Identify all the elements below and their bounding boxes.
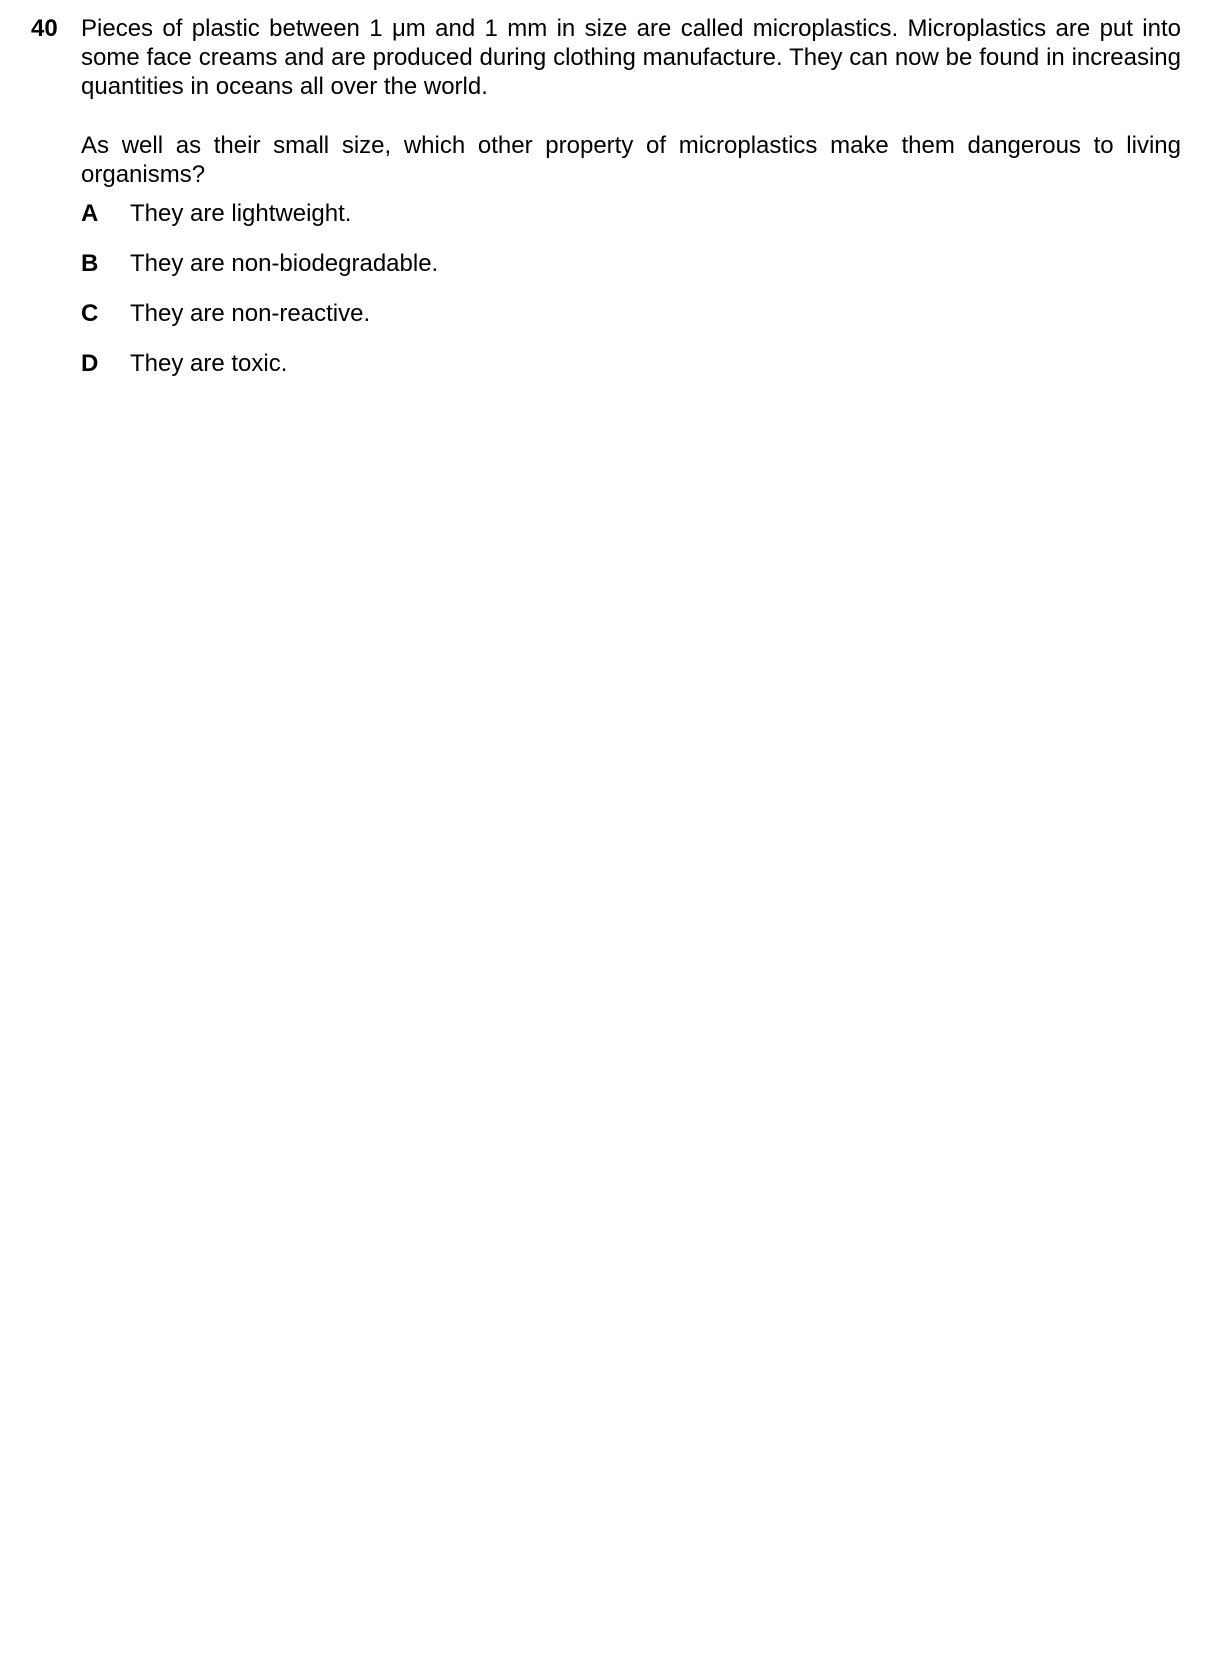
option-text: They are non-biodegradable. [130, 250, 439, 277]
option-letter: A [81, 200, 99, 227]
question-body [81, 14, 1181, 399]
option-text: They are non-reactive. [130, 300, 371, 327]
question-number: 40 [31, 15, 58, 42]
answer-option-a [81, 199, 1181, 249]
option-letter: D [81, 350, 99, 377]
answer-options [81, 199, 1181, 399]
question-prompt: As well as their small size, which other property of microplastics make them dangerous to living organisms? [81, 132, 1181, 188]
option-text: They are lightweight. [130, 200, 352, 227]
answer-option-d [81, 349, 1181, 399]
option-letter: B [81, 250, 99, 277]
answer-option-b [81, 249, 1181, 299]
option-text: They are toxic. [130, 350, 288, 377]
option-letter: C [81, 300, 99, 327]
answer-option-c [81, 299, 1181, 349]
question-stem: Pieces of plastic between 1 μm and 1 mm in size are called microplastics. Microplastics are put into some face creams and are produced during clothing manufacture. They can now be found in increasing quantities in oceans all over the world. [81, 15, 1181, 100]
